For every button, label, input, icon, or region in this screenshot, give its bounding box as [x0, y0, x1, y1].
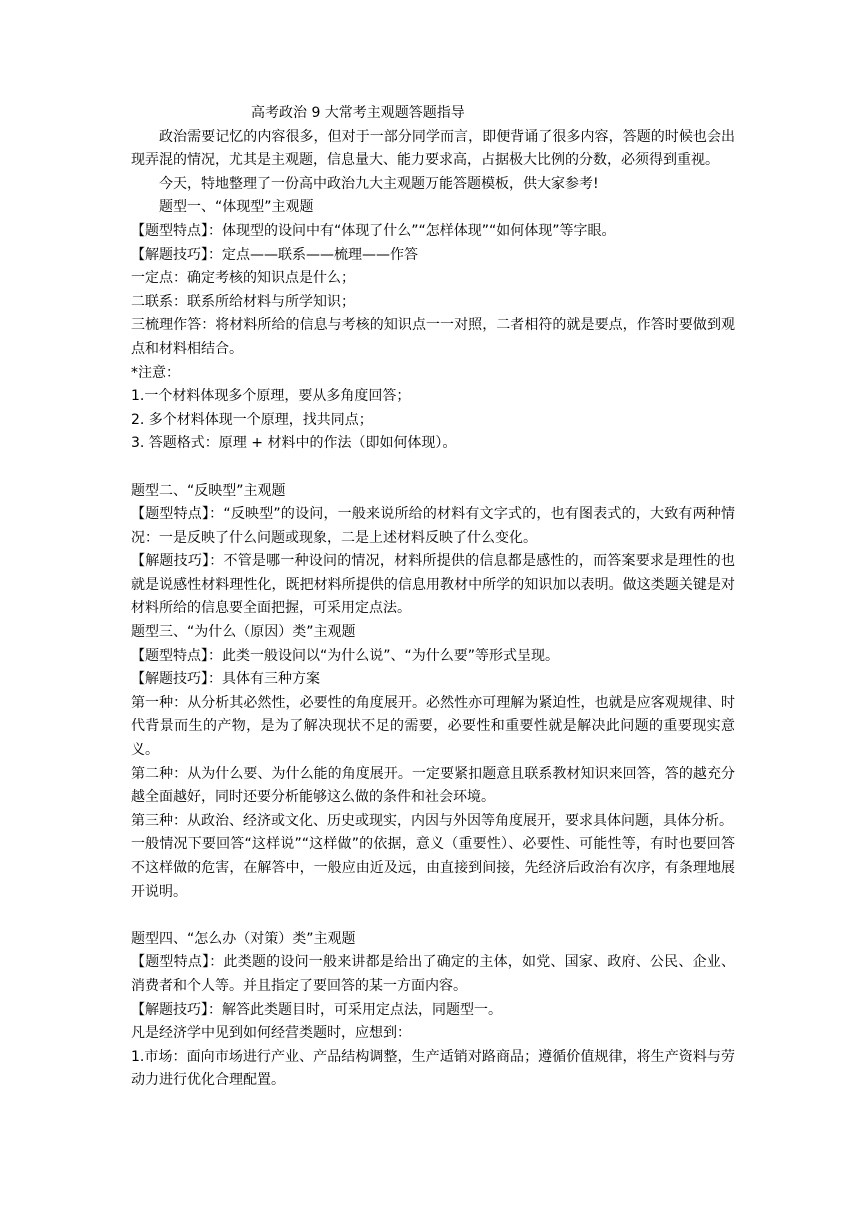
paragraph: 【题型特点】：此类一般设问以“为什么说”、“为什么要”等形式呈现。: [131, 647, 560, 664]
list-item: 3. 答题格式：原理 + 材料中的作法（即如何体现）。: [131, 435, 457, 452]
section-heading: 题型四、“怎么办（对策）类”主观题: [131, 930, 356, 947]
section-heading: 题型三、“为什么（原因）类”主观题: [131, 624, 356, 641]
intro-paragraph: 今天，特地整理了一份高中政治九大主观题万能答题模板，供大家参考!: [159, 175, 599, 192]
paragraph: 第三种：从政治、经济或文化、历史或现实，内因与外因等角度展开，要求具体问题，具体分析。: [131, 812, 733, 829]
list-item: 2. 多个材料体现一个原理，找共同点；: [131, 411, 373, 428]
section-heading: 题型一、“体现型”主观题: [159, 199, 314, 216]
paragraph: 【题型特点】：体现型的设问中有“体现了什么”“怎样体现”“如何体现”等字眼。: [131, 222, 616, 239]
document-title: 高考政治 9 大常考主观题答题指导: [251, 105, 465, 121]
blank-line: [131, 904, 735, 928]
paragraph: 凡是经济学中见到如何经营类题时，应想到：: [131, 1025, 411, 1042]
paragraph: 【题型特点】：此类题的设问一般来讲都是给出了确定的主体，如党、国家、政府、公民、企业、消费者和个人等。并且指定了要回答的某一方面内容。: [131, 954, 735, 994]
paragraph: 第一种：从分析其必然性，必要性的角度展开。必然性亦可理解为紧迫性，也就是应客观规律、时代背景而生的产物，是为了解决现状不足的需要，必要性和重要性就是解决此问题的重要现实意义。: [131, 694, 735, 759]
list-item: 1.一个材料体现多个原理，要从多角度回答；: [131, 388, 411, 405]
paragraph: *注意：: [131, 364, 180, 381]
paragraph: 二联系：联系所给材料与所学知识；: [131, 293, 355, 310]
paragraph: 一般情况下要回答“这样说”“这样做”的依据，意义（重要性）、必要性、可能性等，有时也要回答不这样做的危害，在解答中，一般应由近及远，由直接到间接，先经济后政治有次序，有条理地展开说明。: [131, 836, 735, 900]
paragraph: 【解题技巧】：定点——联系——梳理——作答: [131, 246, 418, 263]
paragraph: 三梳理作答：将材料所给的信息与考核的知识点一一对照，二者相符的就是要点，作答时要做到观点和材料相结合。: [131, 317, 735, 357]
paragraph: 【解题技巧】：解答此类题目时，可采用定点法，同题型一。: [131, 1001, 502, 1018]
paragraph: 【解题技巧】：具体有三种方案: [131, 671, 320, 688]
list-item: 1.市场：面向市场进行产业、产品结构调整，生产适销对路商品；遵循价值规律，将生产资料与劳动力进行优化合理配置。: [131, 1048, 735, 1089]
intro-paragraph: 政治需要记忆的内容很多，但对于一部分同学而言，即便背诵了很多内容，答题的时候也会出现弄混的情况，尤其是主观题，信息量大、能力要求高，占据极大比例的分数，必须得到重视。: [131, 128, 735, 169]
section-heading: 题型二、“反映型”主观题: [131, 482, 286, 499]
paragraph: 一定点：确定考核的知识点是什么；: [131, 270, 355, 287]
paragraph: 第二种：从为什么要、为什么能的角度展开。一定要紧扣题意且联系教材知识来回答，答的越充分越全面越好，同时还要分析能够这么做的条件和社会环境。: [131, 765, 735, 806]
paragraph: 【解题技巧】：不管是哪一种设问的情况，材料所提供的信息都是感性的，而答案要求是理性的也就是说感性材料理性化，既把材料所提供的信息用教材中所学的知识加以表明。做这类题关键是对材料所给的信息要全面把握，可采用定点法。: [131, 553, 735, 617]
blank-line: [131, 456, 735, 480]
paragraph: 【题型特点】：“反映型”的设问，一般来说所给的材料有文字式的，也有图表式的，大致有两种情况：一是反映了什么问题或现象，二是上述材料反映了什么变化。: [131, 506, 735, 546]
document-body: [131, 102, 735, 1093]
